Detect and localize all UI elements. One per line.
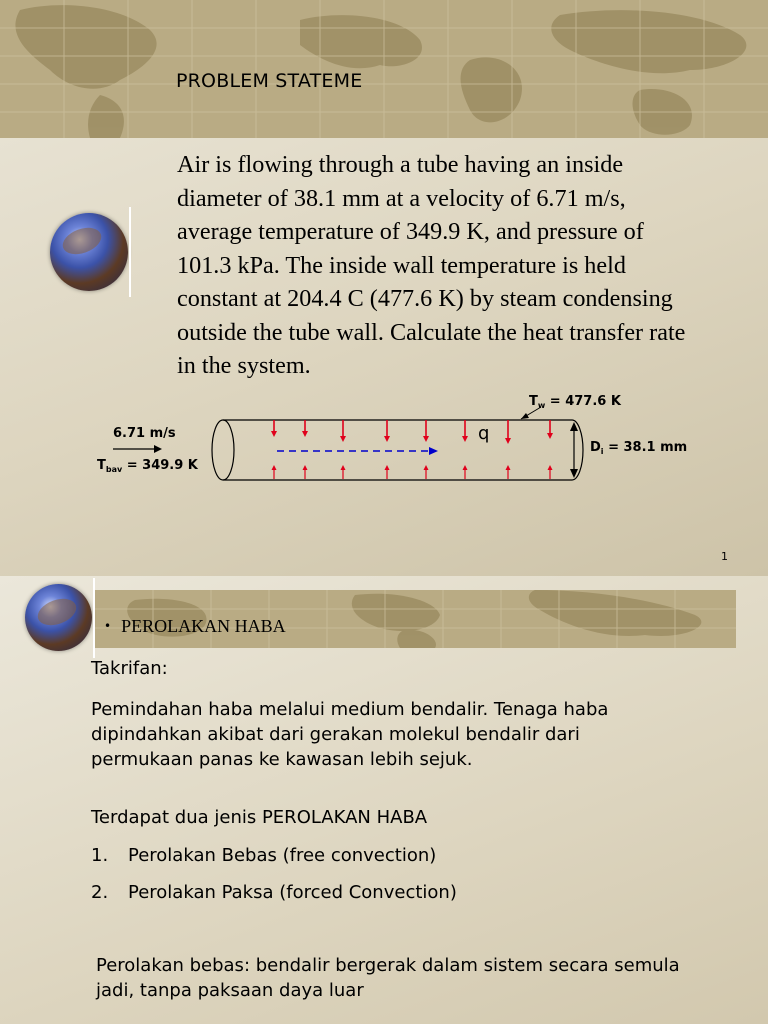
- free-convection-text: Perolakan bebas: bendalir bergerak dalam sistem secara semula jadi, tanpa paksaan daya luar: [96, 955, 680, 1001]
- velocity-label: 6.71 m/s: [113, 426, 176, 441]
- list-item: 2. Perolakan Paksa (forced Convection): [91, 882, 457, 903]
- heat-arrowhead: [341, 465, 346, 470]
- section-heading: [104, 616, 286, 637]
- inlet-arrowhead: [154, 445, 162, 453]
- definition-text: Pemindahan haba melalui medium bendalir. Tenaga haba dipindahkan akibat dari gerakan molekul bendalir dari permukaan panas ke kawasan lebih sejuk.: [91, 699, 609, 770]
- problem-statement-text: Air is flowing through a tube having an inside diameter of 38.1 mm at a velocity of 6.71 m/s, average temperature of 349.9 K, and pressure of 101.3 kPa. The inside wall temperature is held constant at 204.4 C (477.6 K) by steam condensing outside the tube wall. Calculate the heat transfer rate in the system.: [177, 151, 686, 379]
- heat-arrows-bottom: [272, 465, 553, 479]
- globe-icon: [25, 584, 92, 651]
- wall-temp-label: $T_w = 477.6$ K: [529, 394, 621, 410]
- types-list: [91, 843, 457, 917]
- diameter-label: $D_i = 38.1$ mm: [590, 440, 688, 456]
- heat-arrowhead: [272, 465, 277, 470]
- heat-arrowhead: [271, 431, 277, 437]
- divider-line: [129, 207, 131, 297]
- divider-line: [93, 578, 95, 658]
- heat-arrowhead: [384, 436, 390, 442]
- definition-label: Takrifan:: [91, 658, 168, 679]
- slide-title: PROBLEM STATEME: [176, 70, 363, 92]
- flow-arrowhead: [429, 447, 438, 455]
- heat-arrowhead: [463, 465, 468, 470]
- heat-arrowhead: [303, 465, 308, 470]
- heat-arrowhead: [506, 465, 511, 470]
- list-item: 1. Perolakan Bebas (free convection): [91, 845, 437, 866]
- heat-q-label: q: [478, 423, 490, 444]
- heat-arrowhead: [385, 465, 390, 470]
- heat-arrowhead: [462, 436, 468, 442]
- heat-arrowhead: [302, 431, 308, 437]
- bulk-temp-label: $T_{bav} = 349.9$ K: [97, 458, 198, 474]
- world-map-graphic: [0, 0, 768, 138]
- heat-arrowhead: [423, 436, 429, 442]
- bullet: •: [104, 619, 112, 633]
- heat-arrows-top: [271, 420, 553, 444]
- wall-temp-arrowhead: [521, 413, 529, 419]
- world-map-banner: [0, 0, 768, 138]
- heat-arrowhead: [505, 438, 511, 444]
- tube-diagram: [80, 385, 700, 495]
- tube-inlet-end: [212, 420, 234, 480]
- types-intro: Terdapat dua jenis PEROLAKAN HABA: [91, 807, 428, 828]
- heat-arrowhead: [547, 433, 553, 439]
- heat-arrowhead: [548, 465, 553, 470]
- page-number: 1: [721, 550, 728, 563]
- heat-arrowhead: [340, 436, 346, 442]
- heat-arrowhead: [424, 465, 429, 470]
- globe-icon: [50, 213, 128, 291]
- slide-2: [0, 576, 768, 1024]
- heading-text: PEROLAKAN HABA: [121, 616, 286, 636]
